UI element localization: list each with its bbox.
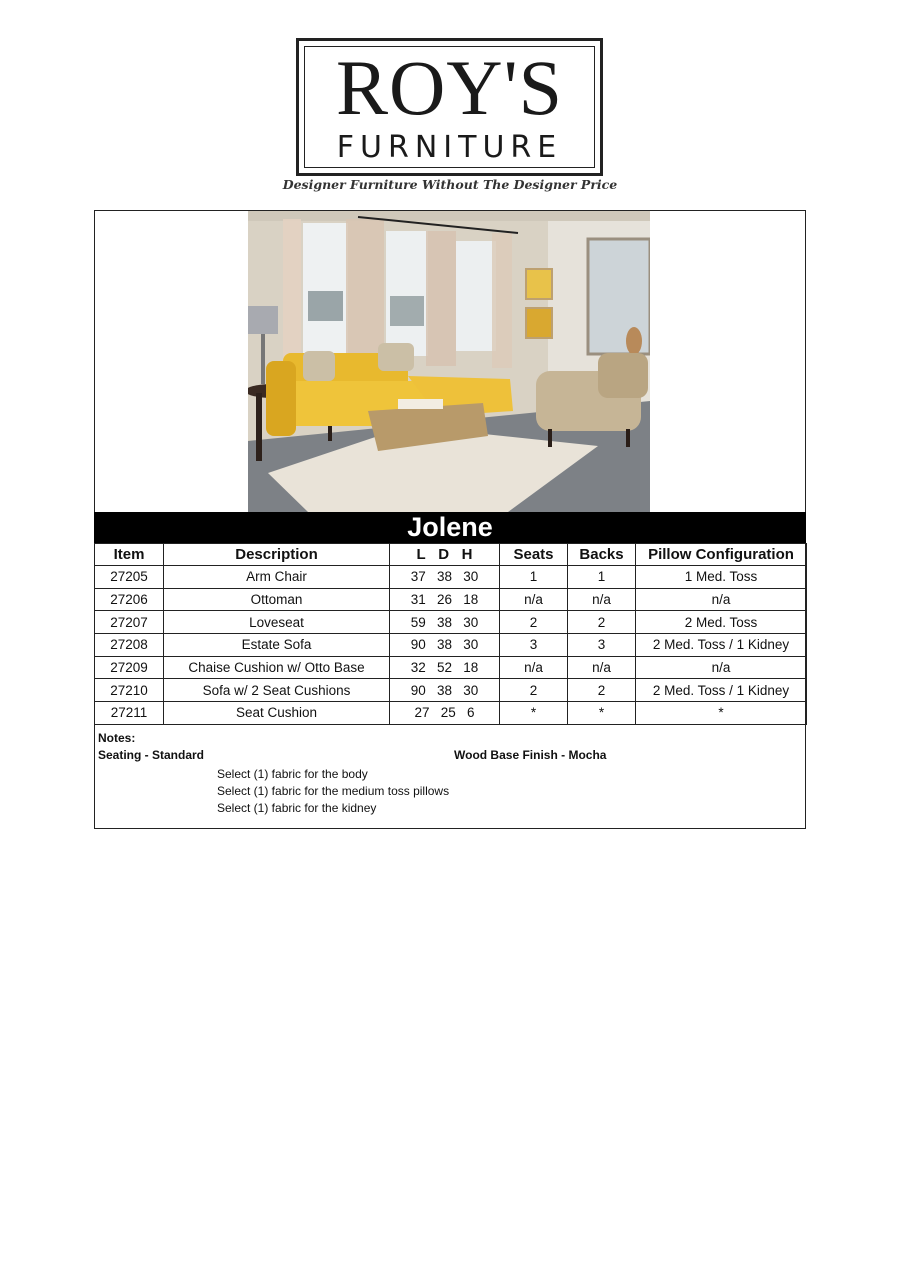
cell-description: Ottoman (164, 588, 390, 611)
cell-description: Estate Sofa (164, 634, 390, 657)
header-dim-d: D (438, 546, 450, 563)
table-header-row (95, 544, 807, 566)
header-item: Item (95, 544, 164, 566)
table-row (95, 566, 807, 589)
cell-dimensions (390, 634, 500, 657)
logo-inner-border (304, 46, 595, 168)
header-dim-l: L (416, 546, 426, 563)
cell-dimensions (390, 588, 500, 611)
cell-seats: n/a (500, 656, 568, 679)
cell-item: 27205 (95, 566, 164, 589)
cell-seats: 2 (500, 679, 568, 702)
header-dimensions (390, 544, 500, 566)
cell-item: 27207 (95, 611, 164, 634)
table-row (95, 702, 807, 725)
cell-dim-d: 38 (436, 637, 453, 653)
cell-dim-h: 18 (463, 660, 479, 676)
notes-seating: Seating - Standard (98, 748, 205, 762)
notes-wood-finish: Wood Base Finish - Mocha (454, 748, 607, 762)
cell-seats: n/a (500, 588, 568, 611)
cell-dim-h: 30 (463, 569, 479, 585)
header-pillow: Pillow Configuration (636, 544, 807, 566)
cell-dim-l: 27 (414, 705, 430, 721)
cell-dim-d: 38 (436, 614, 453, 630)
cell-backs: 2 (568, 611, 636, 634)
cell-dim-d: 38 (436, 569, 453, 585)
table-row (95, 634, 807, 657)
cell-pillow: 2 Med. Toss / 1 Kidney (636, 634, 807, 657)
logo (296, 38, 603, 176)
cell-dimensions (390, 566, 500, 589)
header-backs: Backs (568, 544, 636, 566)
cell-pillow: * (636, 702, 807, 725)
cell-seats: 3 (500, 634, 568, 657)
cell-backs: * (568, 702, 636, 725)
cell-description: Arm Chair (164, 566, 390, 589)
cell-dim-l: 32 (410, 660, 426, 676)
cell-dim-h: 30 (463, 682, 479, 698)
cell-dimensions (390, 679, 500, 702)
cell-item: 27206 (95, 588, 164, 611)
cell-pillow: n/a (636, 656, 807, 679)
cell-dim-l: 90 (410, 682, 426, 698)
cell-backs: 2 (568, 679, 636, 702)
cell-dim-l: 59 (410, 614, 426, 630)
notes-line: Select (1) fabric for the body (217, 767, 368, 781)
table-row (95, 656, 807, 679)
cell-dimensions (390, 702, 500, 725)
product-title: Jolene (94, 512, 806, 543)
cell-pillow: 2 Med. Toss (636, 611, 807, 634)
cell-dim-h: 18 (463, 592, 479, 608)
cell-description: Sofa w/ 2 Seat Cushions (164, 679, 390, 702)
cell-description: Chaise Cushion w/ Otto Base (164, 656, 390, 679)
cell-dim-d: 25 (440, 705, 456, 721)
cell-backs: n/a (568, 656, 636, 679)
logo-tagline: Designer Furniture Without The Designer Price (282, 177, 618, 192)
header-dim-h: H (461, 546, 473, 563)
table-row (95, 679, 807, 702)
cell-seats: 2 (500, 611, 568, 634)
cell-dim-h: 6 (467, 705, 475, 721)
cell-pillow: n/a (636, 588, 807, 611)
header-seats: Seats (500, 544, 568, 566)
cell-backs: 1 (568, 566, 636, 589)
cell-dim-d: 38 (436, 682, 453, 698)
table-row (95, 611, 807, 634)
notes-line: Select (1) fabric for the medium toss pillows (217, 784, 450, 798)
product-photo (248, 211, 650, 512)
cell-dimensions (390, 611, 500, 634)
cell-pillow: 1 Med. Toss (636, 566, 807, 589)
notes-label: Notes: (98, 731, 136, 745)
cell-description: Loveseat (164, 611, 390, 634)
cell-seats: * (500, 702, 568, 725)
header-description: Description (164, 544, 390, 566)
cell-item: 27209 (95, 656, 164, 679)
table-row (95, 588, 807, 611)
cell-item: 27208 (95, 634, 164, 657)
cell-dimensions (390, 656, 500, 679)
cell-item: 27210 (95, 679, 164, 702)
cell-dim-h: 30 (463, 614, 479, 630)
cell-dim-l: 90 (410, 637, 426, 653)
cell-dim-d: 52 (436, 660, 453, 676)
cell-backs: n/a (568, 588, 636, 611)
notes-line: Select (1) fabric for the kidney (217, 801, 377, 815)
cell-dim-h: 30 (463, 637, 479, 653)
logo-name-line2: FURNITURE (336, 130, 563, 165)
logo-name-line1: ROY'S (335, 44, 564, 131)
cell-dim-d: 26 (436, 592, 453, 608)
cell-pillow: 2 Med. Toss / 1 Kidney (636, 679, 807, 702)
cell-description: Seat Cushion (164, 702, 390, 725)
cell-item: 27211 (95, 702, 164, 725)
cell-dim-l: 31 (410, 592, 426, 608)
cell-dim-l: 37 (410, 569, 426, 585)
cell-backs: 3 (568, 634, 636, 657)
spec-table (94, 543, 807, 725)
cell-seats: 1 (500, 566, 568, 589)
